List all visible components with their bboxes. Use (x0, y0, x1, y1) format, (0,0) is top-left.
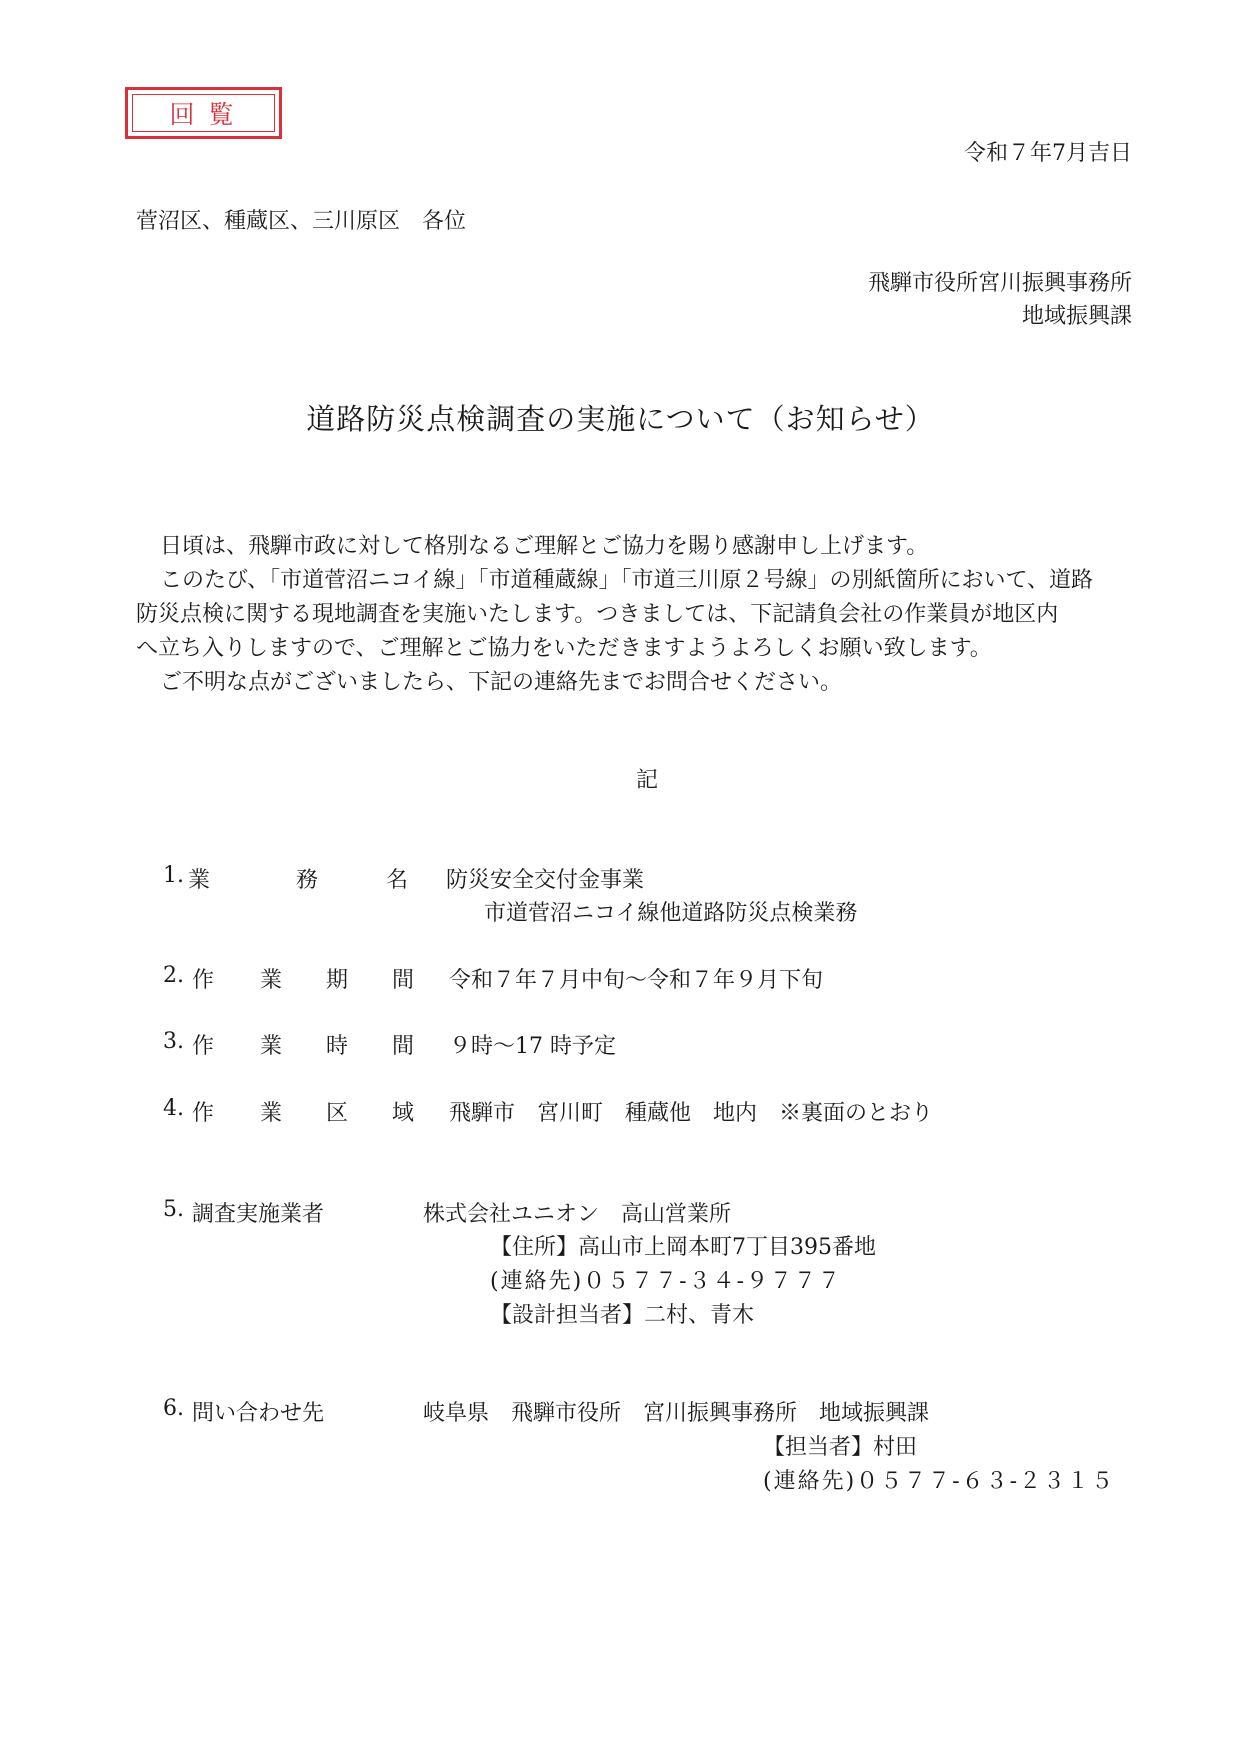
item2-label-2: 業 (260, 968, 283, 993)
sender-section: 地域振興課 (1021, 304, 1132, 329)
body-paragraph-2-cont: 防災点検に関する現地調査を実施いたします。つきましては、下記請負会社の作業員が地区内 (136, 602, 1059, 627)
item3-value: ９時～17 時予定 (449, 1034, 616, 1059)
item2-label-1: 作 (192, 968, 215, 993)
ki-heading: 記 (636, 768, 659, 793)
body-paragraph-1: 日頃は、飛騨市政に対して格別なるご理解とご協力を賜り感謝申し上げます。 (160, 534, 929, 559)
item3-number: 3. (163, 1029, 184, 1054)
item6-org: 岐阜県 飛騨市役所 宮川振興事務所 地域振興課 (423, 1401, 930, 1426)
item2-number: 2. (163, 963, 184, 988)
item1-value: 防災安全交付金事業 (446, 868, 645, 893)
recipients: 菅沼区、種蔵区、三川原区 各位 (136, 209, 467, 234)
document-date: 令和７年7月吉日 (964, 141, 1132, 166)
body-paragraph-2-cont2: へ立ち入りしますので、ご理解とご協力をいただきますようよろしくお願い致します。 (136, 636, 992, 661)
item4-label-4: 域 (392, 1101, 415, 1126)
item2-label-4: 間 (392, 968, 415, 993)
item4-label-3: 区 (326, 1101, 349, 1126)
item6-phone: (連絡先)０５７７-６３-２３１５ (763, 1469, 1116, 1494)
circulation-stamp (125, 87, 282, 139)
item2-value: 令和７年７月中旬～令和７年９月下旬 (449, 968, 824, 993)
item1-number: 1. (163, 863, 184, 888)
item5-company: 株式会社ユニオン 高山営業所 (423, 1202, 732, 1227)
item2-label-3: 期 (326, 968, 349, 993)
item5-person: 【設計担当者】二村、青木 (490, 1303, 755, 1328)
item3-label-1: 作 (192, 1034, 215, 1059)
body-paragraph-3: ご不明な点がございましたら、下記の連絡先までお問合せください。 (160, 670, 843, 695)
item3-label-4: 間 (392, 1034, 415, 1059)
item5-label: 調査実施業者 (192, 1202, 325, 1227)
item6-person: 【担当者】村田 (763, 1435, 918, 1460)
item4-label-1: 作 (192, 1101, 215, 1126)
item5-phone: (連絡先)０５７７-３４-９７７７ (490, 1269, 843, 1294)
item5-number: 5. (163, 1197, 184, 1222)
item6-number: 6. (163, 1396, 184, 1421)
item1-label-1: 業 (188, 868, 211, 893)
document-title: 道路防災点検調査の実施について（お知らせ） (306, 402, 935, 436)
item1-label-2: 務 (296, 868, 319, 893)
item1-label-3: 名 (386, 868, 409, 893)
sender-office: 飛騨市役所宮川振興事務所 (867, 271, 1132, 296)
item3-label-3: 時 (326, 1034, 349, 1059)
item6-label: 問い合わせ先 (192, 1401, 325, 1426)
item1-value-2: 市道菅沼ニコイ線他道路防災点検業務 (484, 901, 858, 926)
item3-label-2: 業 (260, 1034, 283, 1059)
item4-label-2: 業 (260, 1101, 283, 1126)
body-paragraph-2: このたび、「市道菅沼ニコイ線」「市道種蔵線」「市道三川原２号線」の別紙箇所において、道路 (160, 568, 1094, 593)
item4-value: 飛騨市 宮川町 種蔵他 地内 ※裏面のとおり (449, 1101, 934, 1126)
item5-address: 【住所】高山市上岡本町7丁目395番地 (490, 1235, 876, 1260)
circulation-stamp-label: 回覧 (132, 94, 275, 132)
item4-number: 4. (163, 1096, 184, 1121)
